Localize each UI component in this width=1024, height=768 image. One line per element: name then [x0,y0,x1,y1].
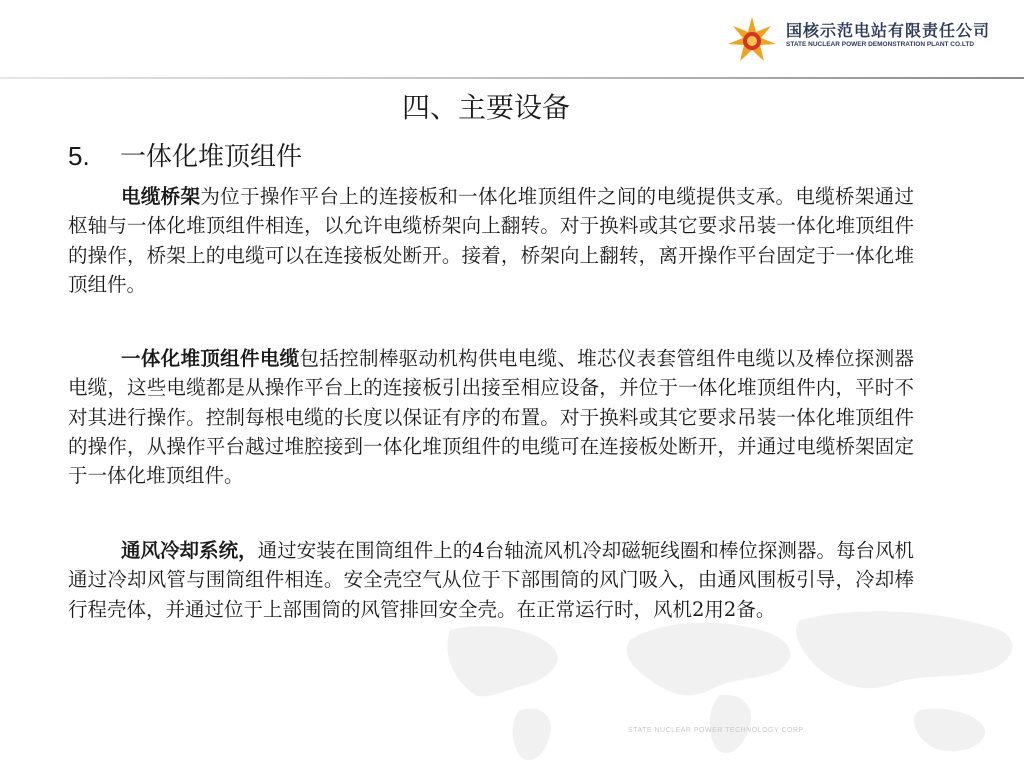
paragraph-cable-tray [68,182,914,299]
slide-title: 四、主要设备 [401,91,570,124]
text-cable-tray: 为位于操作平台上的连接板和一体化堆顶组件之间的电缆提供支承。电缆桥架通过枢轴与一体化堆顶组件相连，以允许电缆桥架向上翻转。对于换料或其它要求吊装一体化堆顶组件的操作，桥架上的电缆可以在连接板处断开。接着，桥架向上翻转，离开操作平台固定于一体化堆顶组件。 [68,185,914,296]
text-ventilation: 通过安装在围筒组件上的4台轴流风机冷却磁轭线圈和棒位探测器。每台风机通过冷却风管与围筒组件相连。安全壳空气从位于下部围筒的风门吸入，由通风围板引导，冷却棒行程壳体，并通过位于上部围筒的风管排回安全壳。在正常运行时，风机2用2备。 [68,539,914,621]
footer-watermark-text: STATE NUCLEAR POWER TECHNOLOGY CORP. [628,727,806,734]
term-head-cables: 一体化堆顶组件电缆 [121,347,300,370]
text-head-cables: 包括控制棒驱动机构供电电缆、堆芯仪表套管组件电缆以及棒位探测器电缆，这些电缆都是从操作平台上的连接板引出接至相应设备，并位于一体化堆顶组件内，平时不对其进行操作。控制每根电缆的长度以保证有序的布置。对于换料或其它要求吊装一体化堆顶组件的操作，从操作平台越过堆腔接到一体化堆顶组件的电缆可在连接板处断开，并通过电缆桥架固定于一体化堆顶组件。 [68,347,914,488]
term-ventilation: 通风冷却系统， [121,539,258,562]
item-title: 一体化堆顶组件 [120,142,303,172]
header-divider [0,77,1024,79]
sun-star-logo-icon [727,16,777,62]
paragraph-ventilation [68,536,914,624]
header-bar [0,0,1024,78]
item-heading [68,136,302,173]
paragraph-head-cables [68,344,914,490]
world-map-watermark [300,600,1024,768]
term-cable-tray: 电缆桥架 [121,185,201,208]
item-number: 5. [68,141,90,171]
company-name-en: STATE NUCLEAR POWER DEMONSTRATION PLANT CO.LTD [786,41,975,48]
company-name-cn: 国核示范电站有限责任公司 [786,21,991,40]
